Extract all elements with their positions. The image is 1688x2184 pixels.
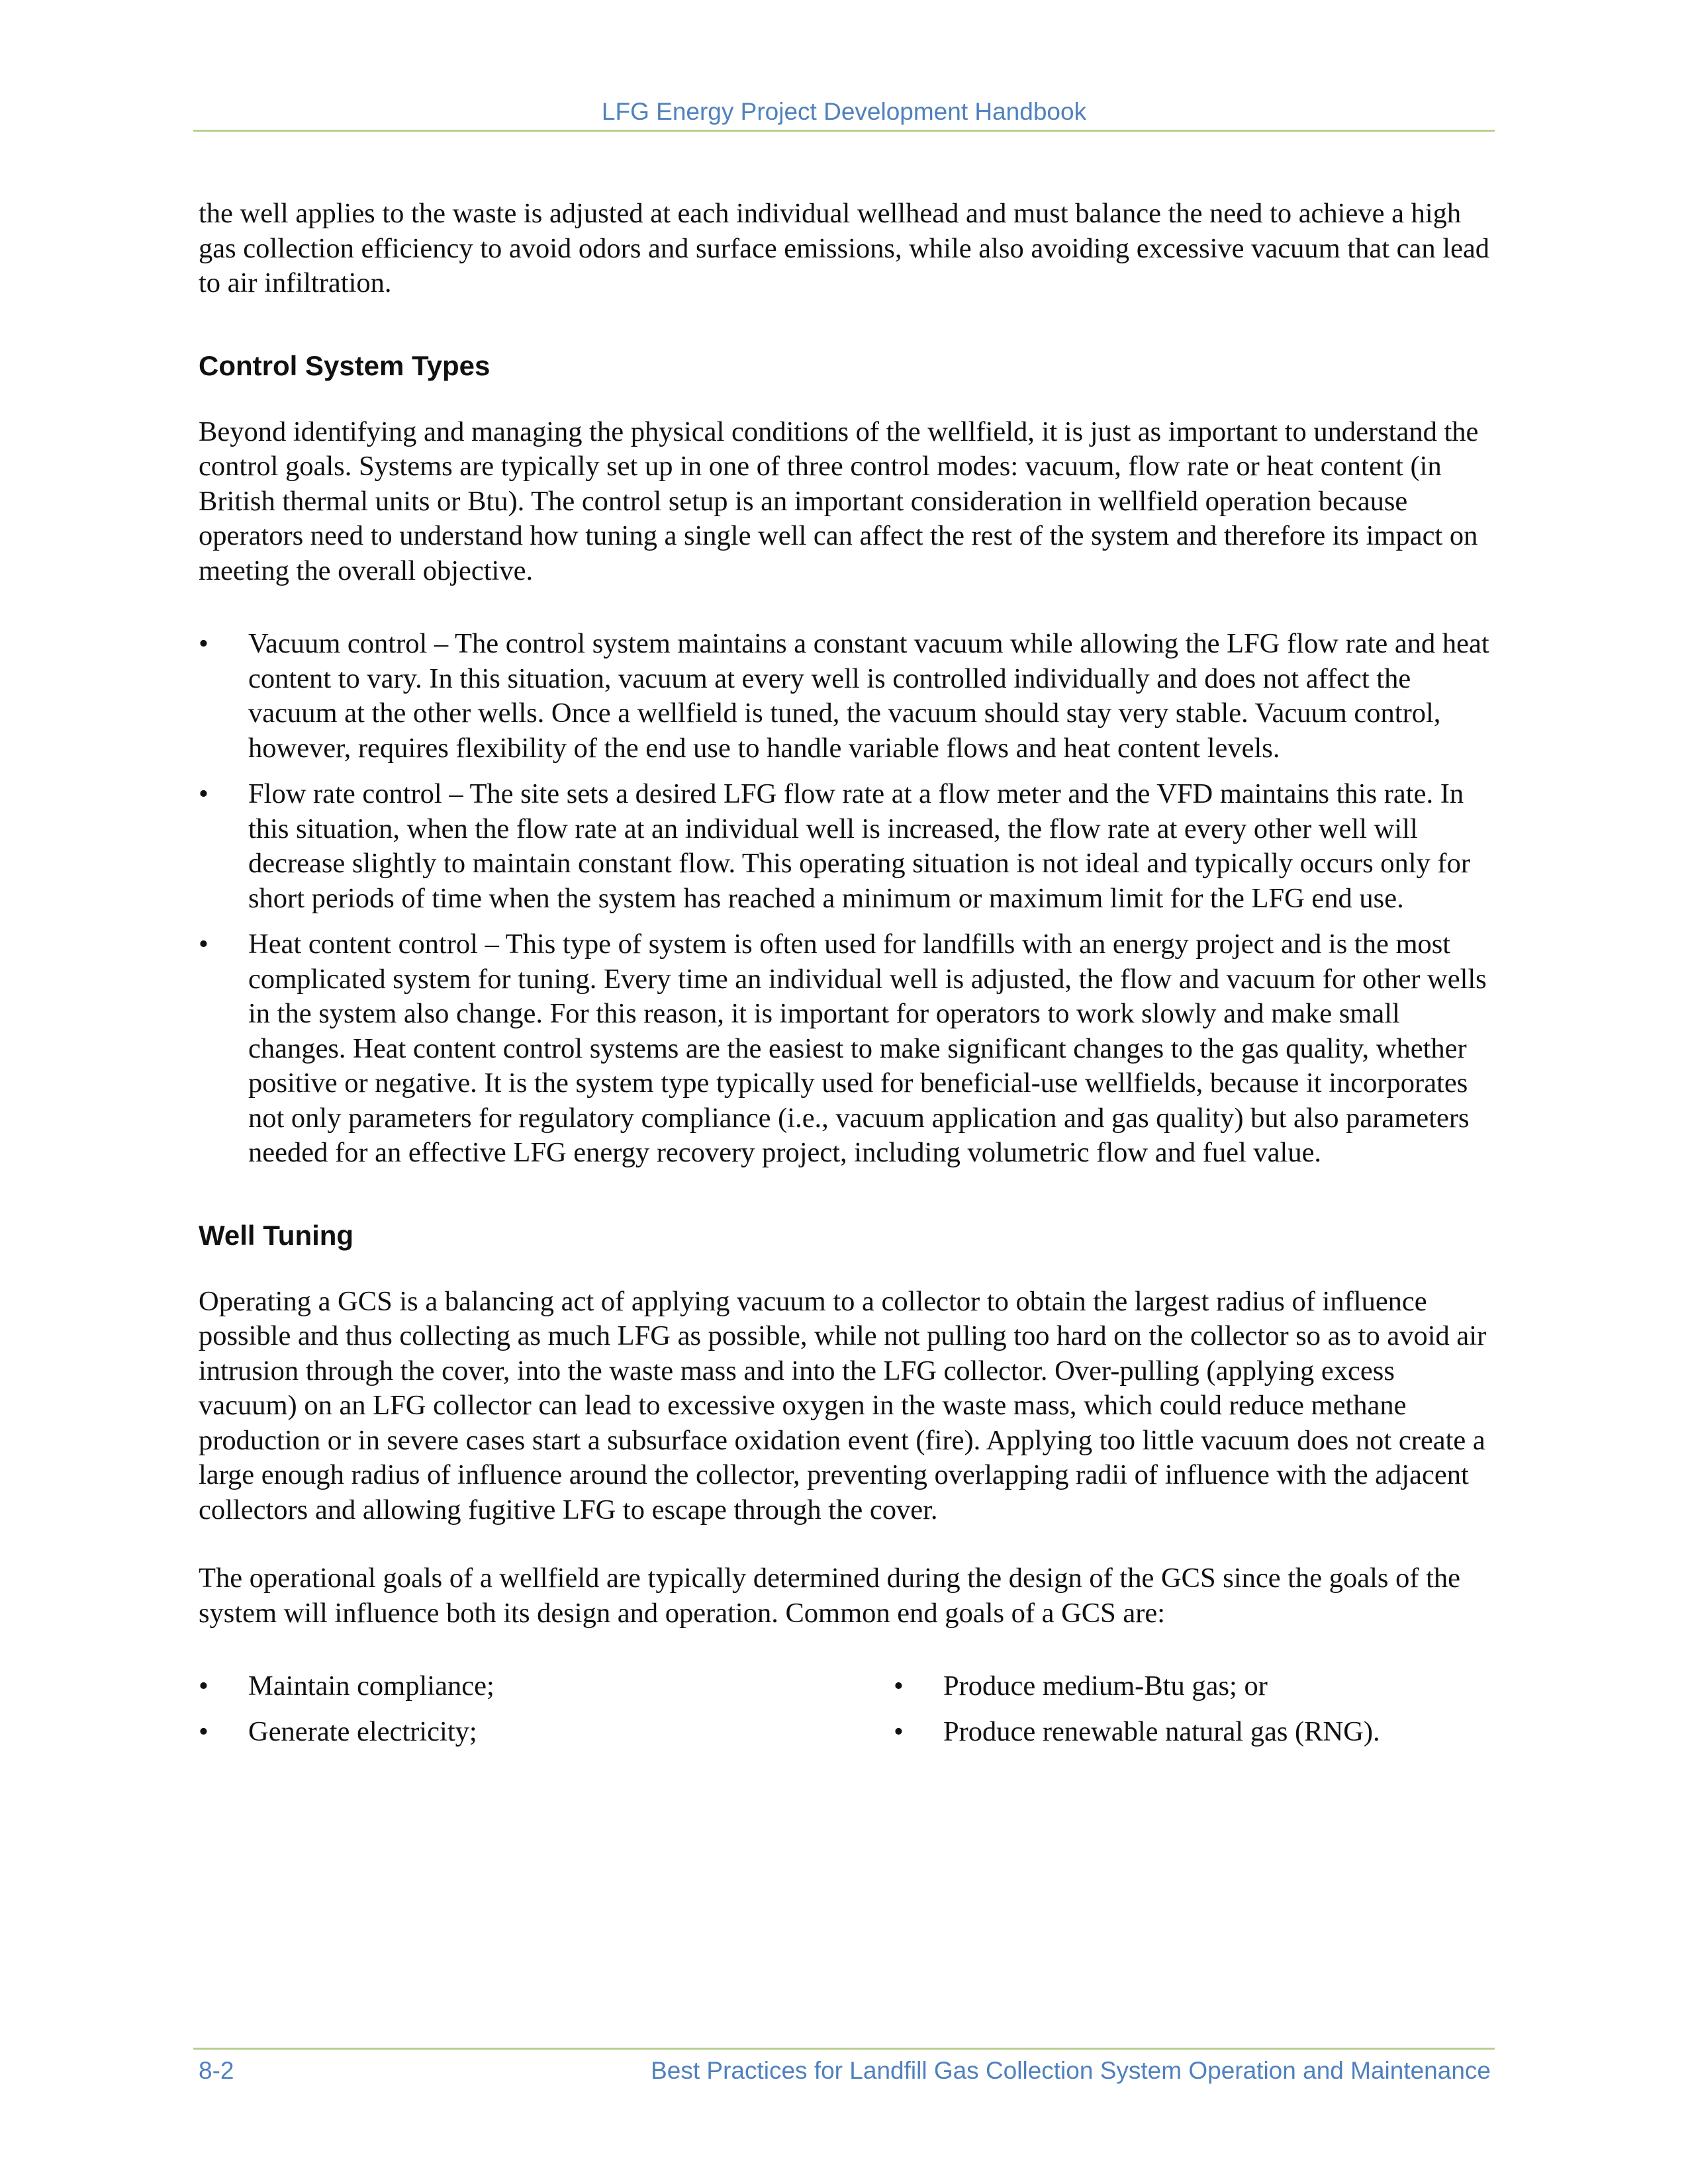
tuning-paragraph-1: Operating a GCS is a balancing act of applying vacuum to a collector to obtain the largest radius of influence possible and thus collecting as much LFG as possible, while not pulling too hard on the collector so as to avoid air intrusion through the cover, into the waste mass and into the LFG collector. Over-pulling (applying excess vacuum) on an LFG collector can lead to excessive oxygen in the waste mass, which could reduce methane production or in severe cases start a subsurface oxidation event (fire). Applying too little vacuum does not create a large enough radius of influence around the collector, preventing overlapping radii of influence with the adjacent collectors and allowing fugitive LFG to escape through the cover. (199, 1285, 1487, 1525)
running-header: LFG Energy Project Development Handbook (601, 98, 1087, 125)
list-item (199, 627, 1495, 766)
control-paragraph: Beyond identifying and managing the physical conditions of the wellfield, it is just as important to understand the control goals. Systems are typically set up in one of three control modes: vacuum, flow rate or heat content (in British thermal units or Btu). The control setup is an important consideration in wellfield operation because operators need to understand how tuning a single well can affect the rest of the system and therefore its impact on meeting the overall objective. (199, 416, 1479, 586)
end-goals-column-2 (894, 1669, 1380, 1760)
page-number: 8-2 (199, 2057, 234, 2084)
bullet-icon: • (199, 628, 209, 659)
list-item-text: Produce renewable natural gas (RNG). (943, 1715, 1380, 1747)
list-item (894, 1715, 1380, 1750)
end-goals-column-1 (199, 1669, 894, 1760)
list-item-text: Produce medium-Btu gas; or (943, 1670, 1268, 1702)
footer-rule (193, 2048, 1495, 2050)
list-item (199, 1669, 894, 1704)
bullet-icon: • (199, 1670, 209, 1702)
list-item (894, 1669, 1380, 1704)
intro-paragraph: the well applies to the waste is adjusted at each individual wellhead and must balance the need to achieve a high gas collection efficiency to avoid odors and surface emissions, while also avoiding excessive vacuum that can lead to air infiltration. (199, 198, 1490, 298)
bullet-icon: • (199, 1715, 209, 1747)
footer-title: Best Practices for Landfill Gas Collection System Operation and Maintenance (651, 2057, 1491, 2084)
list-item (199, 777, 1495, 916)
list-item-text: Maintain compliance; (248, 1670, 494, 1702)
list-item-text: Heat content control – This type of system is often used for landfills with an energy project and is the most complicated system for tuning. Every time an individual well is adjusted, the flow and vacuum for other wells in the system also change. For this reason, it is important for operators to work slowly and make small changes. Heat content control systems are the easiest to make significant changes to the gas quality, whether positive or negative. It is the system type typically used for beneficial-use wellfields, because it incorporates not only parameters for regulatory compliance (i.e., vacuum application and gas quality) but also parameters needed for an effective LFG energy recovery project, including volumetric flow and fuel value. (248, 929, 1487, 1168)
list-item-text: Vacuum control – The control system maintains a constant vacuum while allowing the LFG flow rate and heat content to vary. In this situation, vacuum at every well is controlled individually and does not affect the vacuum at the other wells. Once a wellfield is tuned, the vacuum should stay very stable. Vacuum control, however, requires flexibility of the end use to handle variable flows and heat content levels. (248, 628, 1489, 764)
tuning-paragraph-2: The operational goals of a wellfield are typically determined during the design of the GCS since the goals of the system will influence both its design and operation. Common end goals of a GCS are: (199, 1563, 1461, 1629)
bullet-icon: • (199, 778, 209, 809)
list-item-text: Generate electricity; (248, 1715, 477, 1747)
list-item (199, 1715, 894, 1750)
header-rule (193, 130, 1495, 132)
list-item-text: Flow rate control – The site sets a desired LFG flow rate at a flow meter and the VFD maintains this rate. In this situation, when the flow rate at an individual well is increased, the flow rate at every other well will decrease slightly to maintain constant flow. This operating situation is not ideal and typically occurs only for short periods of time when the system has reached a minimum or maximum limit for the LFG end use. (248, 778, 1470, 914)
section-heading-well-tuning: Well Tuning (199, 1219, 354, 1251)
page-body (199, 197, 1495, 1760)
section-heading-control-system-types: Control System Types (199, 349, 491, 381)
list-item (199, 927, 1495, 1171)
control-modes-list (199, 627, 1495, 1171)
bullet-icon: • (894, 1670, 904, 1702)
bullet-icon: • (894, 1715, 904, 1747)
end-goals-list (199, 1669, 1495, 1760)
bullet-icon: • (199, 929, 209, 960)
